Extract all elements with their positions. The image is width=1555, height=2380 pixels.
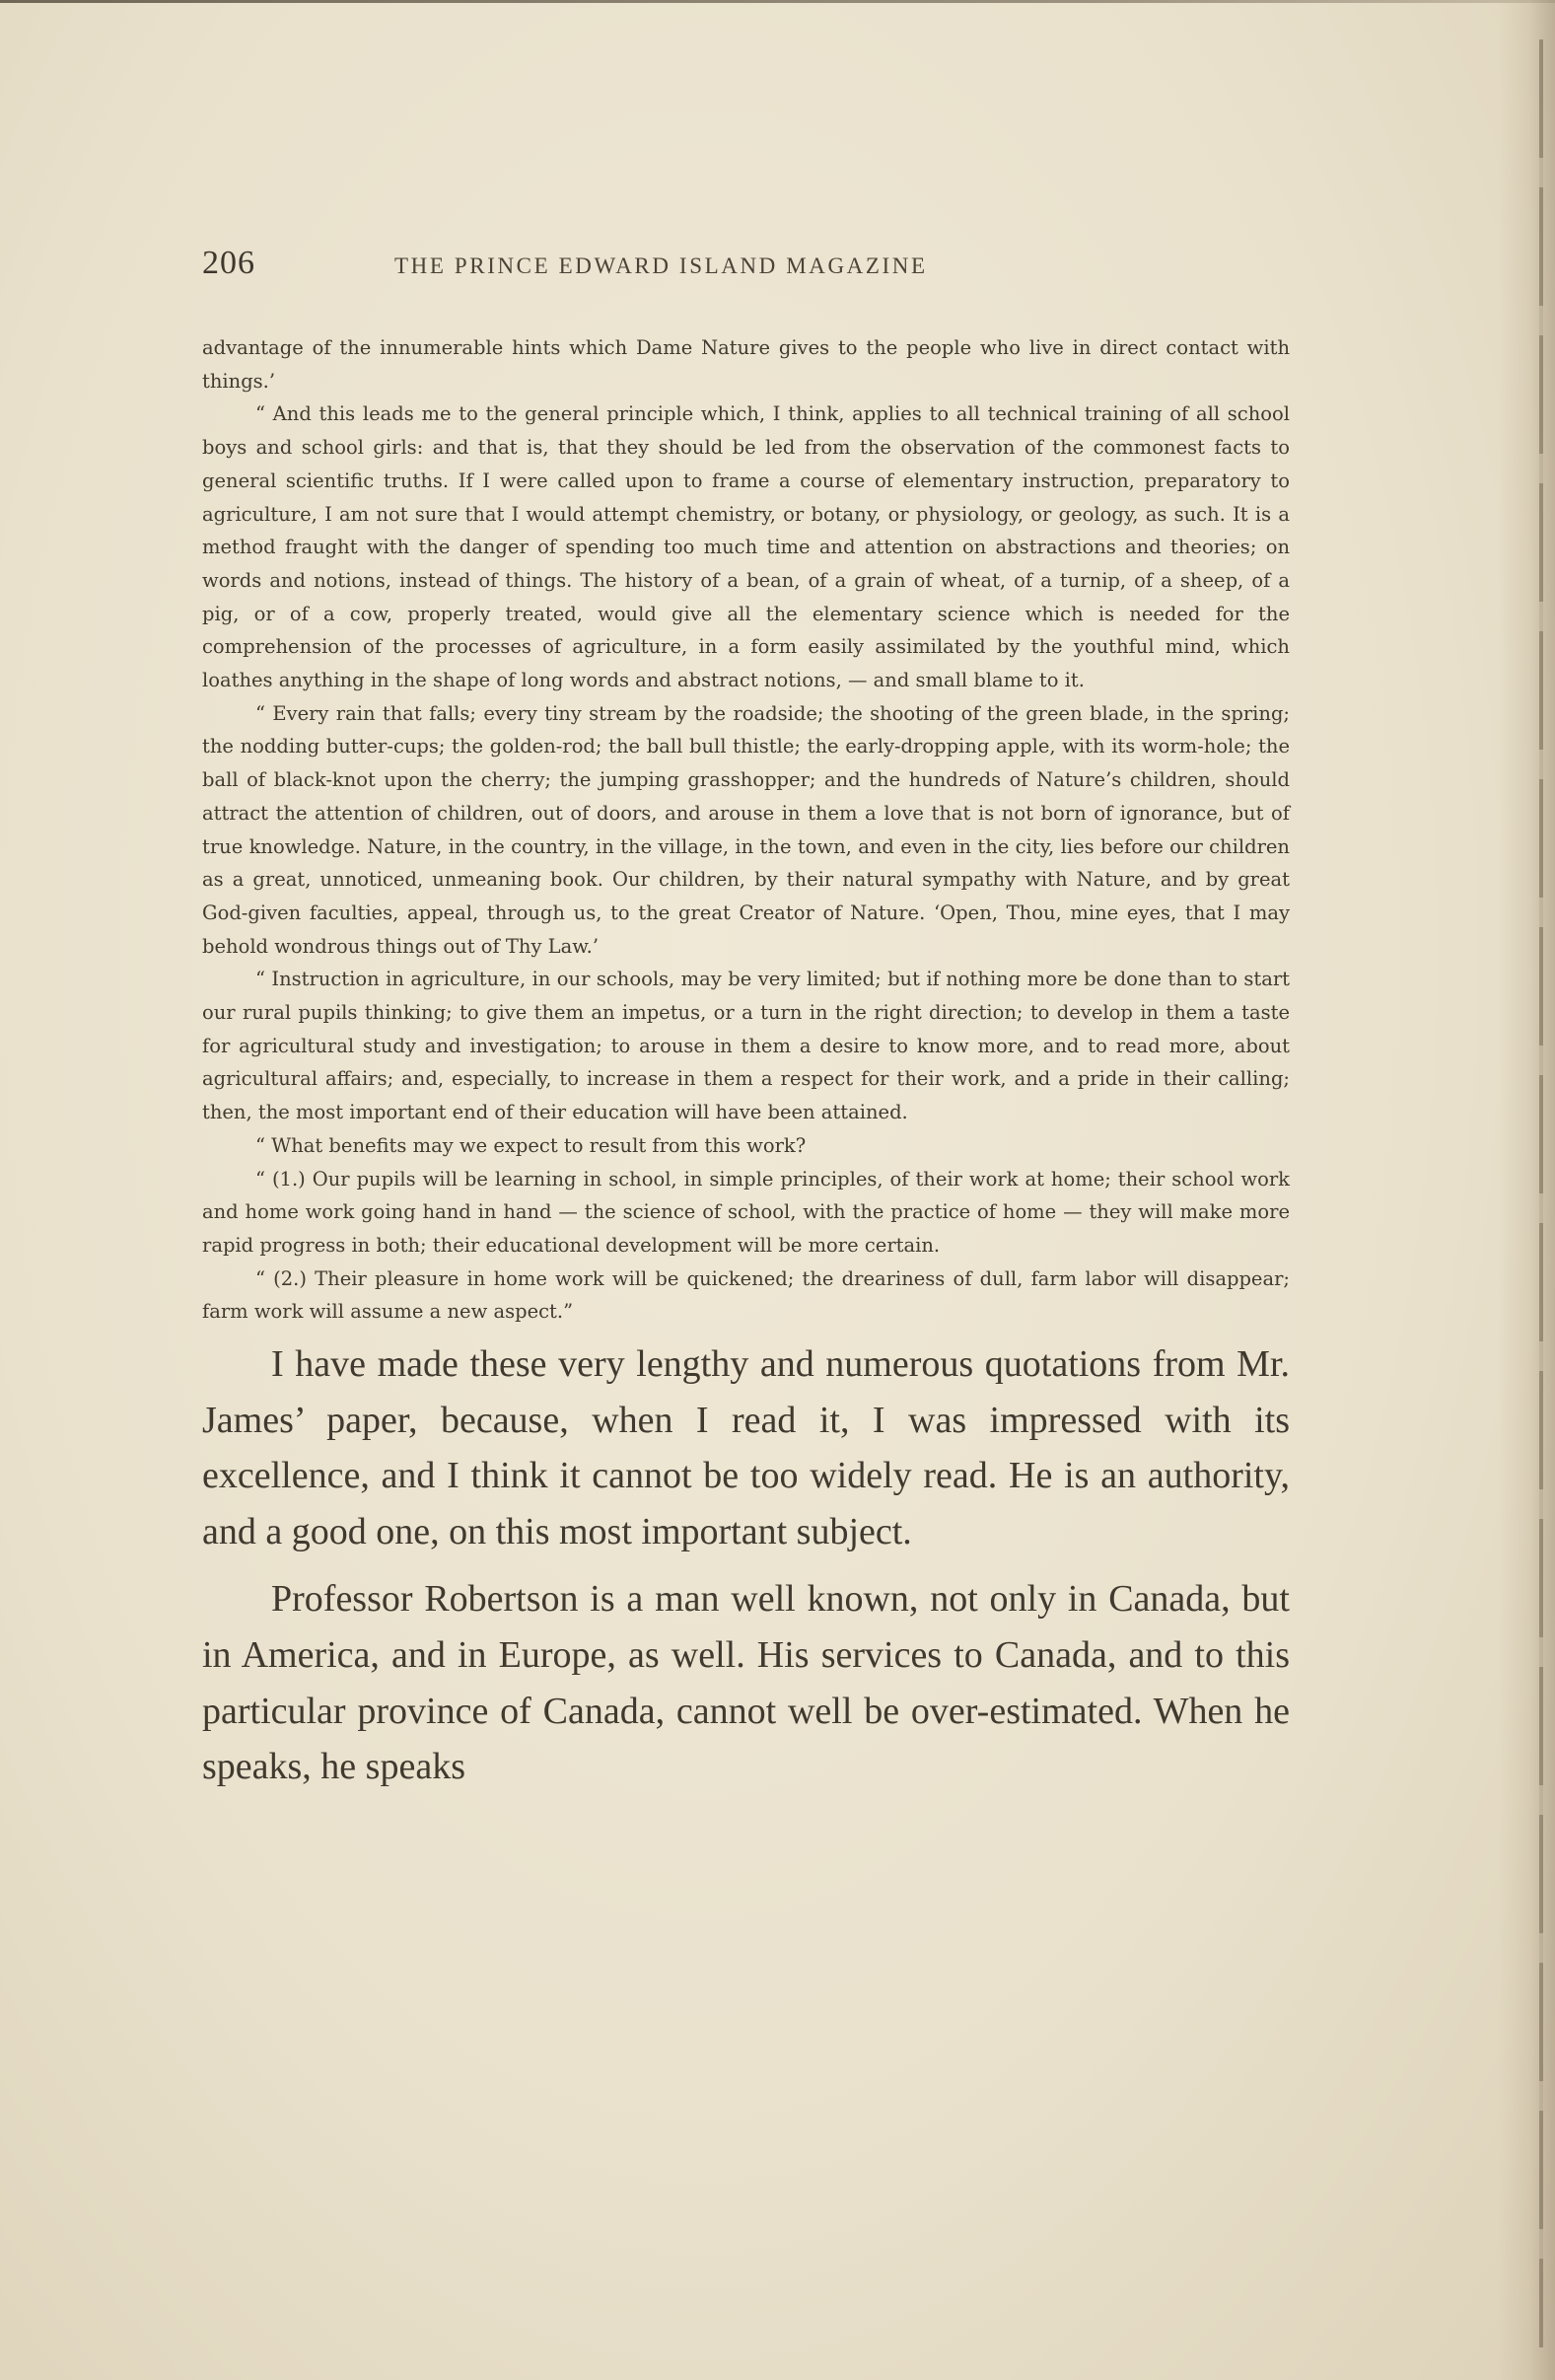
quoted-paragraph: “ What benefits may we expect to result from this work? — [255, 1133, 807, 1157]
page-body — [202, 331, 1290, 1795]
binding-edge — [1498, 0, 1555, 2380]
quoted-paragraph: “ (2.) Their pleasure in home work will be quickened; the dreariness of dull, farm labor will disappear; farm work will assume a new aspect.” — [202, 1266, 1290, 1324]
binding-thread — [1539, 39, 1543, 2347]
quoted-paragraph: “ Every rain that falls; every tiny stream by the roadside; the shooting of the green blade, in the spring; the nodding butter-cups; the golden-rod; the ball bull thistle; the early-dropping apple, with its worm-hole; the ball of black-knot upon the cherry; the jumping grasshopper; and the hundreds of Nature’s children, should attract the attention of children, out of doors, and arouse in them a love that is not born of ignorance, but of true knowledge. Nature, in the country, in the village, in the town, and even in the city, lies before our children as a great, unnoticed, unmeaning book. Our children, by their natural sympathy with Nature, and by great God-given faculties, appeal, through us, to the great Creator of Nature. ‘Open, Thou, mine eyes, that I may behold wondrous things out of Thy Law.’ — [202, 701, 1290, 958]
quoted-paragraph: “ Instruction in agriculture, in our schools, may be very limited; but if nothing more be done than to start our rural pupils thinking; to give them an impetus, or a turn in the right direction; to develop in them a taste for agricultural study and investigation; to arouse in them a desire to know more, and to read more, about agricultural affairs; and, especially, to increase in them a respect for their work, and a pride in their calling; then, the most important end of their education will have been attained. — [202, 968, 1290, 1124]
body-paragraph: Professor Robertson is a man well known, not only in Canada, but in America, and in Europe, as well. His services to Canada, and to this particular province of Canada, cannot well be over-estimated. When he speaks, he speaks — [202, 1578, 1290, 1788]
body-paragraph: I have made these very lengthy and numerous quotations from Mr. James’ paper, because, when I read it, I was impressed with its excellence, and I think it cannot be too widely read. He is an authority, and a good one, on this most important subject. — [202, 1343, 1290, 1552]
page-number: 206 — [202, 245, 255, 281]
quoted-paragraph: “ And this leads me to the general principle which, I think, applies to all technical training of all school boys and school girls: and that is, that they should be led from the observation of the commonest facts to general scientific truths. If I were called upon to frame a course of elementary instruction, preparatory to agriculture, I am not sure that I would attempt chemistry, or botany, or physiology, or geology, as such. It is a method fraught with the danger of spending too much time and attention on abstractions and theories; on words and notions, instead of things. The history of a bean, of a grain of wheat, of a turnip, of a sheep, of a pig, or of a cow, properly treated, would give all the elementary science which is needed for the comprehension of the processes of agriculture, in a form easily assimilated by the youthful mind, which loathes anything in the shape of long words and abstract notions, — and small blame to it. — [202, 402, 1290, 692]
running-head: THE PRINCE EDWARD ISLAND MAGAZINE — [394, 253, 928, 278]
quoted-paragraph: “ (1.) Our pupils will be learning in school, in simple principles, of their work at home; their school work and home work going hand in hand — the science of school, with the practice of home — they will make more rapid progress in both; their educational development will be more certain. — [202, 1167, 1290, 1257]
page-header — [202, 245, 1119, 284]
quoted-paragraph: advantage of the innumerable hints which Dame Nature gives to the people who live in direct contact with things.’ — [202, 336, 1290, 393]
page-top-edge — [0, 0, 1555, 3]
